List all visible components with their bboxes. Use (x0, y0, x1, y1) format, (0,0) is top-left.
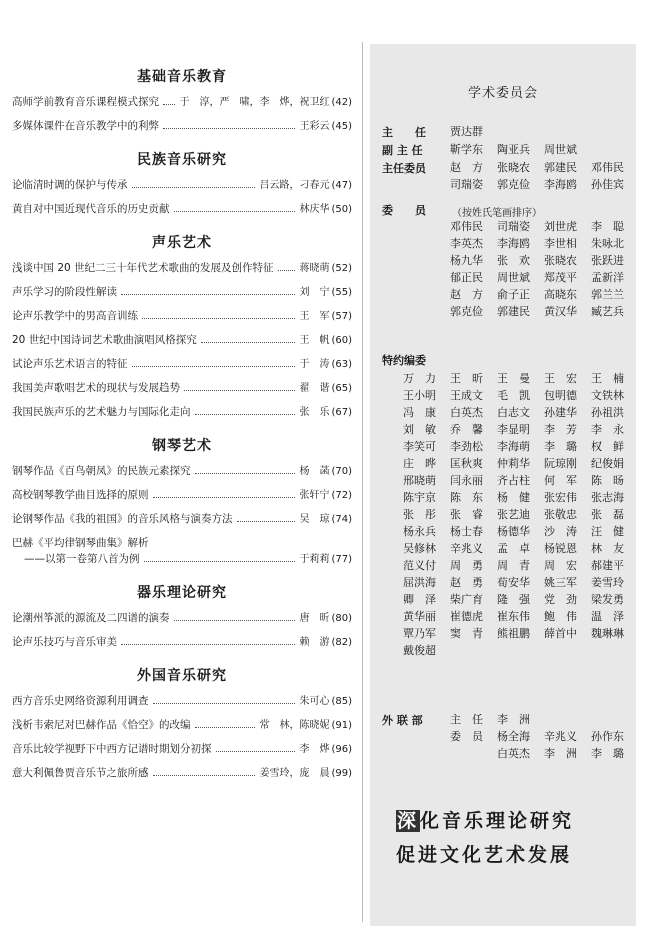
person-name: 张艺迪 (497, 508, 530, 521)
person-name: 陈 东 (450, 491, 483, 504)
person-name: 郝建平 (591, 559, 624, 572)
entry-authors: 吴 琼 (299, 514, 330, 525)
toc-entry[interactable] (12, 535, 352, 568)
entry-authors: 王彩云 (299, 121, 330, 132)
entry-title-line: 论声乐教学中的男高音训练 (12, 310, 138, 322)
toc-section (12, 66, 352, 135)
toc-entry[interactable] (12, 332, 352, 349)
toc-entry[interactable] (12, 717, 352, 734)
person-name: 孟 卓 (497, 542, 530, 555)
person-name: 刘世虎 (544, 220, 577, 233)
toc-entry[interactable] (12, 177, 352, 194)
person-name: 冯 康 (403, 406, 436, 419)
person-name: 张宏伟 (544, 491, 577, 504)
person-name: 张晓农 (497, 161, 530, 174)
person-name: 王成文 (450, 389, 483, 402)
person-name: 王 曼 (497, 372, 530, 385)
person-name: 臧艺兵 (591, 305, 624, 318)
person-name: 邓伟民 (450, 220, 483, 233)
person-name: 李 聪 (591, 220, 624, 233)
entry-authors: 于 涛 (299, 359, 330, 370)
committee-members-label: 主任委员 (382, 162, 426, 175)
person-name: 白英杰 (450, 406, 483, 419)
entry-title-line: 钢琴作品《百鸟朝凤》的民族元素探究 (12, 465, 191, 477)
entry-title-line: 声乐学习的阶段性解读 (12, 286, 117, 298)
entry-title-line: 我国美声歌唱艺术的现状与发展趋势 (12, 382, 180, 394)
entry-page: (42) (331, 97, 352, 108)
entry-page: (50) (331, 204, 352, 215)
person-name: 王 楠 (591, 372, 624, 385)
leader-dots (132, 187, 256, 188)
entry-title-line: 音乐比较学视野下中西方记谱时期划分初探 (12, 743, 212, 755)
toc-entry[interactable] (12, 284, 352, 301)
person-name: 包明德 (544, 389, 577, 402)
leader-dots (174, 620, 296, 621)
leader-dots (144, 561, 296, 562)
person-name: 李劲松 (450, 440, 483, 453)
person-name: 白志文 (497, 406, 530, 419)
entry-page: (67) (331, 407, 352, 418)
person-name: 万 力 (403, 372, 436, 385)
members-label: 委 员 (382, 204, 426, 217)
entry-authors: 翟 谐 (299, 383, 330, 394)
person-name: 仲莉华 (497, 457, 530, 470)
entry-authors: 常 林，陈晓妮 (259, 720, 330, 731)
person-name: 周世斌 (497, 271, 530, 284)
person-name: 范义付 (403, 559, 436, 572)
person-name: 邓伟民 (591, 161, 624, 174)
person-name: 刘 敏 (403, 423, 436, 436)
person-name: 李 洲 (544, 747, 577, 760)
person-name: 郭克俭 (497, 178, 530, 191)
entry-title-line: 我国民族声乐的艺术魅力与国际化走向 (12, 406, 191, 418)
person-name: 沙 涛 (544, 525, 577, 538)
person-name: 戴俊超 (403, 644, 436, 657)
entry-page: (82) (331, 637, 352, 648)
entry-title-line: 论钢琴作品《我的祖国》的音乐风格与演奏方法 (12, 513, 233, 525)
person-name: 张 睿 (450, 508, 483, 521)
person-name: 姜雪玲 (591, 576, 624, 589)
person-name: 李英杰 (450, 237, 483, 250)
person-name: 陈 旸 (591, 474, 624, 487)
entry-page: (47) (331, 180, 352, 191)
liaison-names (450, 711, 640, 762)
person-name: 闫永丽 (450, 474, 483, 487)
entry-page: (52) (331, 263, 352, 274)
entry-authors: 张 乐 (299, 407, 330, 418)
section-title: 器乐理论研究 (137, 585, 227, 601)
leader-dots (121, 294, 295, 295)
entry-authors: 吕云路，刁春元 (259, 180, 330, 191)
entry-page: (77) (331, 554, 352, 565)
table-of-contents (12, 52, 352, 789)
person-name: 委 员 (450, 730, 483, 743)
person-name: 高晓东 (544, 288, 577, 301)
person-name: 王小明 (403, 389, 436, 402)
person-name: 党 劲 (544, 593, 577, 606)
person-name: 杨永兵 (403, 525, 436, 538)
entry-page: (96) (331, 744, 352, 755)
leader-dots (153, 497, 296, 498)
leader-dots (163, 128, 295, 129)
person-name: 崔东伟 (497, 610, 530, 623)
leader-dots (153, 775, 256, 776)
committee-panel (370, 44, 636, 926)
section-title: 钢琴艺术 (152, 438, 212, 454)
entry-page: (45) (331, 121, 352, 132)
person-name: 周世斌 (544, 143, 577, 156)
person-name: 李海萌 (497, 440, 530, 453)
person-name: 汪 健 (591, 525, 624, 538)
entry-authors: 赖 游 (299, 637, 330, 648)
person-name: 杨全海 (497, 730, 530, 743)
entry-authors: 唐 昕 (299, 613, 330, 624)
person-name: 杨九华 (450, 254, 483, 267)
person-name: 赵 方 (450, 288, 483, 301)
director-names (450, 123, 497, 140)
slogan-line-1: 深化音乐理论研究 (397, 810, 575, 832)
person-name: 匡秋爽 (450, 457, 483, 470)
entry-page: (63) (331, 359, 352, 370)
leader-dots (216, 751, 296, 752)
person-name: 窦 青 (450, 627, 483, 640)
person-name: 乔 馨 (450, 423, 483, 436)
leader-dots (163, 104, 175, 105)
toc-entry[interactable] (12, 201, 352, 218)
leader-dots (195, 414, 296, 415)
person-name: 林 友 (591, 542, 624, 555)
toc-entry[interactable] (12, 308, 352, 325)
entry-page: (60) (331, 335, 352, 346)
person-name: 孙作东 (591, 730, 624, 743)
column-divider (362, 42, 363, 922)
editors-names (403, 370, 641, 659)
toc-entry[interactable] (12, 356, 352, 373)
person-name: 王 昕 (450, 372, 483, 385)
slogan-line-2: 促进文化艺术发展 (396, 844, 573, 866)
toc-entry[interactable] (12, 741, 352, 758)
toc-entry[interactable] (12, 380, 352, 397)
person-name: 辛兆义 (450, 542, 483, 555)
person-name: 周 宏 (544, 559, 577, 572)
entry-title-line: 浅析韦索尼对巴赫作品《恰空》的改编 (12, 719, 191, 731)
entry-title-line: 意大利佩鲁贾音乐节之旅所感 (12, 767, 149, 779)
person-name: 郁正民 (450, 271, 483, 284)
person-name: 孙建华 (544, 406, 577, 419)
members-note: （按姓氏笔画排序） (452, 208, 542, 219)
person-name: 司瑞姿 (450, 178, 483, 191)
director-label: 主 任 (382, 126, 426, 139)
entry-page: (99) (331, 768, 352, 779)
toc-entry[interactable] (12, 693, 352, 710)
person-name: 李海鸥 (497, 237, 530, 250)
entry-authors: 于莉莉 (299, 554, 330, 565)
entry-title-line: 多媒体课件在音乐教学中的利弊 (12, 120, 159, 132)
person-name: 熊祖鹏 (497, 627, 530, 640)
person-name: 郭兰兰 (591, 288, 624, 301)
person-name: 郑茂平 (544, 271, 577, 284)
entry-page: (72) (331, 490, 352, 501)
entry-page: (80) (331, 613, 352, 624)
entry-title-line: 浅谈中国 20 世纪二三十年代艺术歌曲的发展及创作特征 (12, 262, 274, 274)
person-name: 张 彤 (403, 508, 436, 521)
entry-authors: 王 帆 (299, 335, 330, 346)
leader-dots (142, 318, 295, 319)
entry-title-line: ——以第一卷第八首为例 (24, 553, 140, 565)
person-name: 姚三军 (544, 576, 577, 589)
toc-entry[interactable] (12, 765, 352, 782)
person-name: 主 任 (450, 713, 483, 726)
person-name: 张敬忠 (544, 508, 577, 521)
section-title: 声乐艺术 (152, 235, 212, 251)
person-name: 张志海 (591, 491, 624, 504)
person-name: 郭克俭 (450, 305, 483, 318)
person-name: 屈洪海 (403, 576, 436, 589)
leader-dots (237, 521, 296, 522)
person-name: 鲍 伟 (544, 610, 577, 623)
person-name: 李 璐 (544, 440, 577, 453)
person-name: 李海鸥 (544, 178, 577, 191)
toc-entry[interactable] (12, 404, 352, 421)
person-name: 薛首中 (544, 627, 577, 640)
person-name: 李显明 (497, 423, 530, 436)
section-title: 外国音乐研究 (137, 668, 227, 684)
toc-section (12, 435, 352, 568)
entry-title-line: 巴赫《平均律钢琴曲集》解析 (12, 537, 149, 549)
toc-section (12, 582, 352, 651)
person-name: 庄 晔 (403, 457, 436, 470)
person-name: 荀安华 (497, 576, 530, 589)
person-name: 贾达群 (450, 125, 483, 138)
person-name: 文铁林 (591, 389, 624, 402)
toc-section (12, 665, 352, 782)
person-name: 俞子正 (497, 288, 530, 301)
leader-dots (201, 342, 296, 343)
leader-dots (278, 270, 296, 271)
toc-section (12, 149, 352, 218)
entry-authors: 杨 菡 (299, 466, 330, 477)
toc-entry[interactable] (12, 610, 352, 627)
person-name: 司瑞姿 (497, 220, 530, 233)
person-name: 孟新洋 (591, 271, 624, 284)
person-name: 陈宇京 (403, 491, 436, 504)
entry-authors: 姜雪玲，庞 晨 (259, 768, 330, 779)
toc-entry[interactable] (12, 94, 352, 111)
person-name: 李 芳 (544, 423, 577, 436)
editors-label: 特约编委 (382, 354, 426, 367)
entry-page: (74) (331, 514, 352, 525)
entry-authors: 李 烨 (299, 744, 330, 755)
committee-title: 学术委员会 (467, 86, 538, 101)
person-name: 孙祖洪 (591, 406, 624, 419)
person-name: 周 青 (497, 559, 530, 572)
person-name: 白英杰 (497, 747, 530, 760)
entry-page: (70) (331, 466, 352, 477)
leader-dots (195, 727, 256, 728)
person-name: 郭建民 (544, 161, 577, 174)
entry-title-line: 论临清时调的保护与传承 (12, 179, 128, 191)
vice-director-label: 副 主 任 (382, 144, 423, 157)
person-name: 梁发勇 (591, 593, 624, 606)
person-name: 靳学东 (450, 143, 483, 156)
person-name: 黄华丽 (403, 610, 436, 623)
entry-authors: 朱可心 (299, 696, 330, 707)
entry-page: (85) (331, 696, 352, 707)
person-name: 杨士春 (450, 525, 483, 538)
entry-title-line: 黄自对中国近现代音乐的历史贡献 (12, 203, 170, 215)
toc-entry[interactable] (12, 118, 352, 135)
leader-dots (132, 366, 296, 367)
entry-authors: 蒋晓萌 (299, 263, 330, 274)
toc-entry[interactable] (12, 487, 352, 504)
person-name: 纪俊娟 (591, 457, 624, 470)
entry-authors: 刘 宁 (299, 287, 330, 298)
person-name: 何 军 (544, 474, 577, 487)
entry-page: (57) (331, 311, 352, 322)
person-name: 周 勇 (450, 559, 483, 572)
entry-title-line: 试论声乐艺术语言的特征 (12, 358, 128, 370)
toc-entry[interactable] (12, 260, 352, 277)
person-name: 李世相 (544, 237, 577, 250)
members-names (450, 218, 640, 320)
person-name: 黄汉华 (544, 305, 577, 318)
person-name: 杨锐恩 (544, 542, 577, 555)
person-name: 阮琼刚 (544, 457, 577, 470)
person-name: 覃乃军 (403, 627, 436, 640)
person-name: 赵 方 (450, 161, 483, 174)
committee-members-names (450, 159, 640, 193)
leader-dots (121, 644, 295, 645)
person-name: 郭建民 (497, 305, 530, 318)
person-name: 魏琳琳 (591, 627, 624, 640)
person-name: 权 鲜 (591, 440, 624, 453)
person-name: 辛兆义 (544, 730, 577, 743)
person-name: 李 璐 (591, 747, 624, 760)
person-name: 张 欢 (497, 254, 530, 267)
liaison-label: 外 联 部 (382, 714, 423, 727)
entry-page: (55) (331, 287, 352, 298)
entry-title-line: 论声乐技巧与音乐审美 (12, 636, 117, 648)
person-name: 张跃进 (591, 254, 624, 267)
leader-dots (174, 211, 296, 212)
entry-title-line: 西方音乐史网络资源利用调查 (12, 695, 149, 707)
entry-title-line: 高师学前教育音乐课程模式探究 (12, 96, 159, 108)
person-name: 陶亚兵 (497, 143, 530, 156)
person-name: 杨 健 (497, 491, 530, 504)
entry-authors: 张轩宁 (299, 490, 330, 501)
person-name: 隆 强 (497, 593, 530, 606)
vice-director-names (450, 141, 591, 158)
person-name: 吴修林 (403, 542, 436, 555)
leader-dots (184, 390, 295, 391)
person-name: 李 洲 (497, 713, 530, 726)
toc-entry[interactable] (12, 511, 352, 528)
section-title: 基础音乐教育 (137, 69, 227, 85)
person-name: 齐占柱 (497, 474, 530, 487)
person-name: 杨德华 (497, 525, 530, 538)
person-name: 李笑可 (403, 440, 436, 453)
person-name: 王 宏 (544, 372, 577, 385)
toc-entry[interactable] (12, 634, 352, 651)
person-name: 朱咏北 (591, 237, 624, 250)
person-name: 张晓农 (544, 254, 577, 267)
person-name: 卿 泽 (403, 593, 436, 606)
person-name: 孙佳宾 (591, 178, 624, 191)
entry-authors: 林庆华 (299, 204, 330, 215)
toc-entry[interactable] (12, 463, 352, 480)
entry-title-line: 高校钢琴教学曲目选择的原则 (12, 489, 149, 501)
person-name: 张 磊 (591, 508, 624, 521)
toc-section (12, 232, 352, 421)
person-name: 赵 勇 (450, 576, 483, 589)
entry-title-line: 20 世纪中国诗词艺术歌曲演唱风格探究 (12, 334, 197, 346)
section-title: 民族音乐研究 (137, 152, 227, 168)
person-name: 柴广育 (450, 593, 483, 606)
entry-title-line: 论潮州筝派的源流及二四谱的演奏 (12, 612, 170, 624)
person-name: 李 永 (591, 423, 624, 436)
person-name: 温 泽 (591, 610, 624, 623)
leader-dots (153, 703, 296, 704)
leader-dots (195, 473, 296, 474)
person-name: 邢晓萌 (403, 474, 436, 487)
entry-authors: 王 军 (299, 311, 330, 322)
entry-authors: 于 淳，严 啸，李 烨，祝卫红 (179, 97, 330, 108)
entry-page: (65) (331, 383, 352, 394)
person-name: 崔德虎 (450, 610, 483, 623)
person-name: 毛 凯 (497, 389, 530, 402)
entry-page: (91) (331, 720, 352, 731)
